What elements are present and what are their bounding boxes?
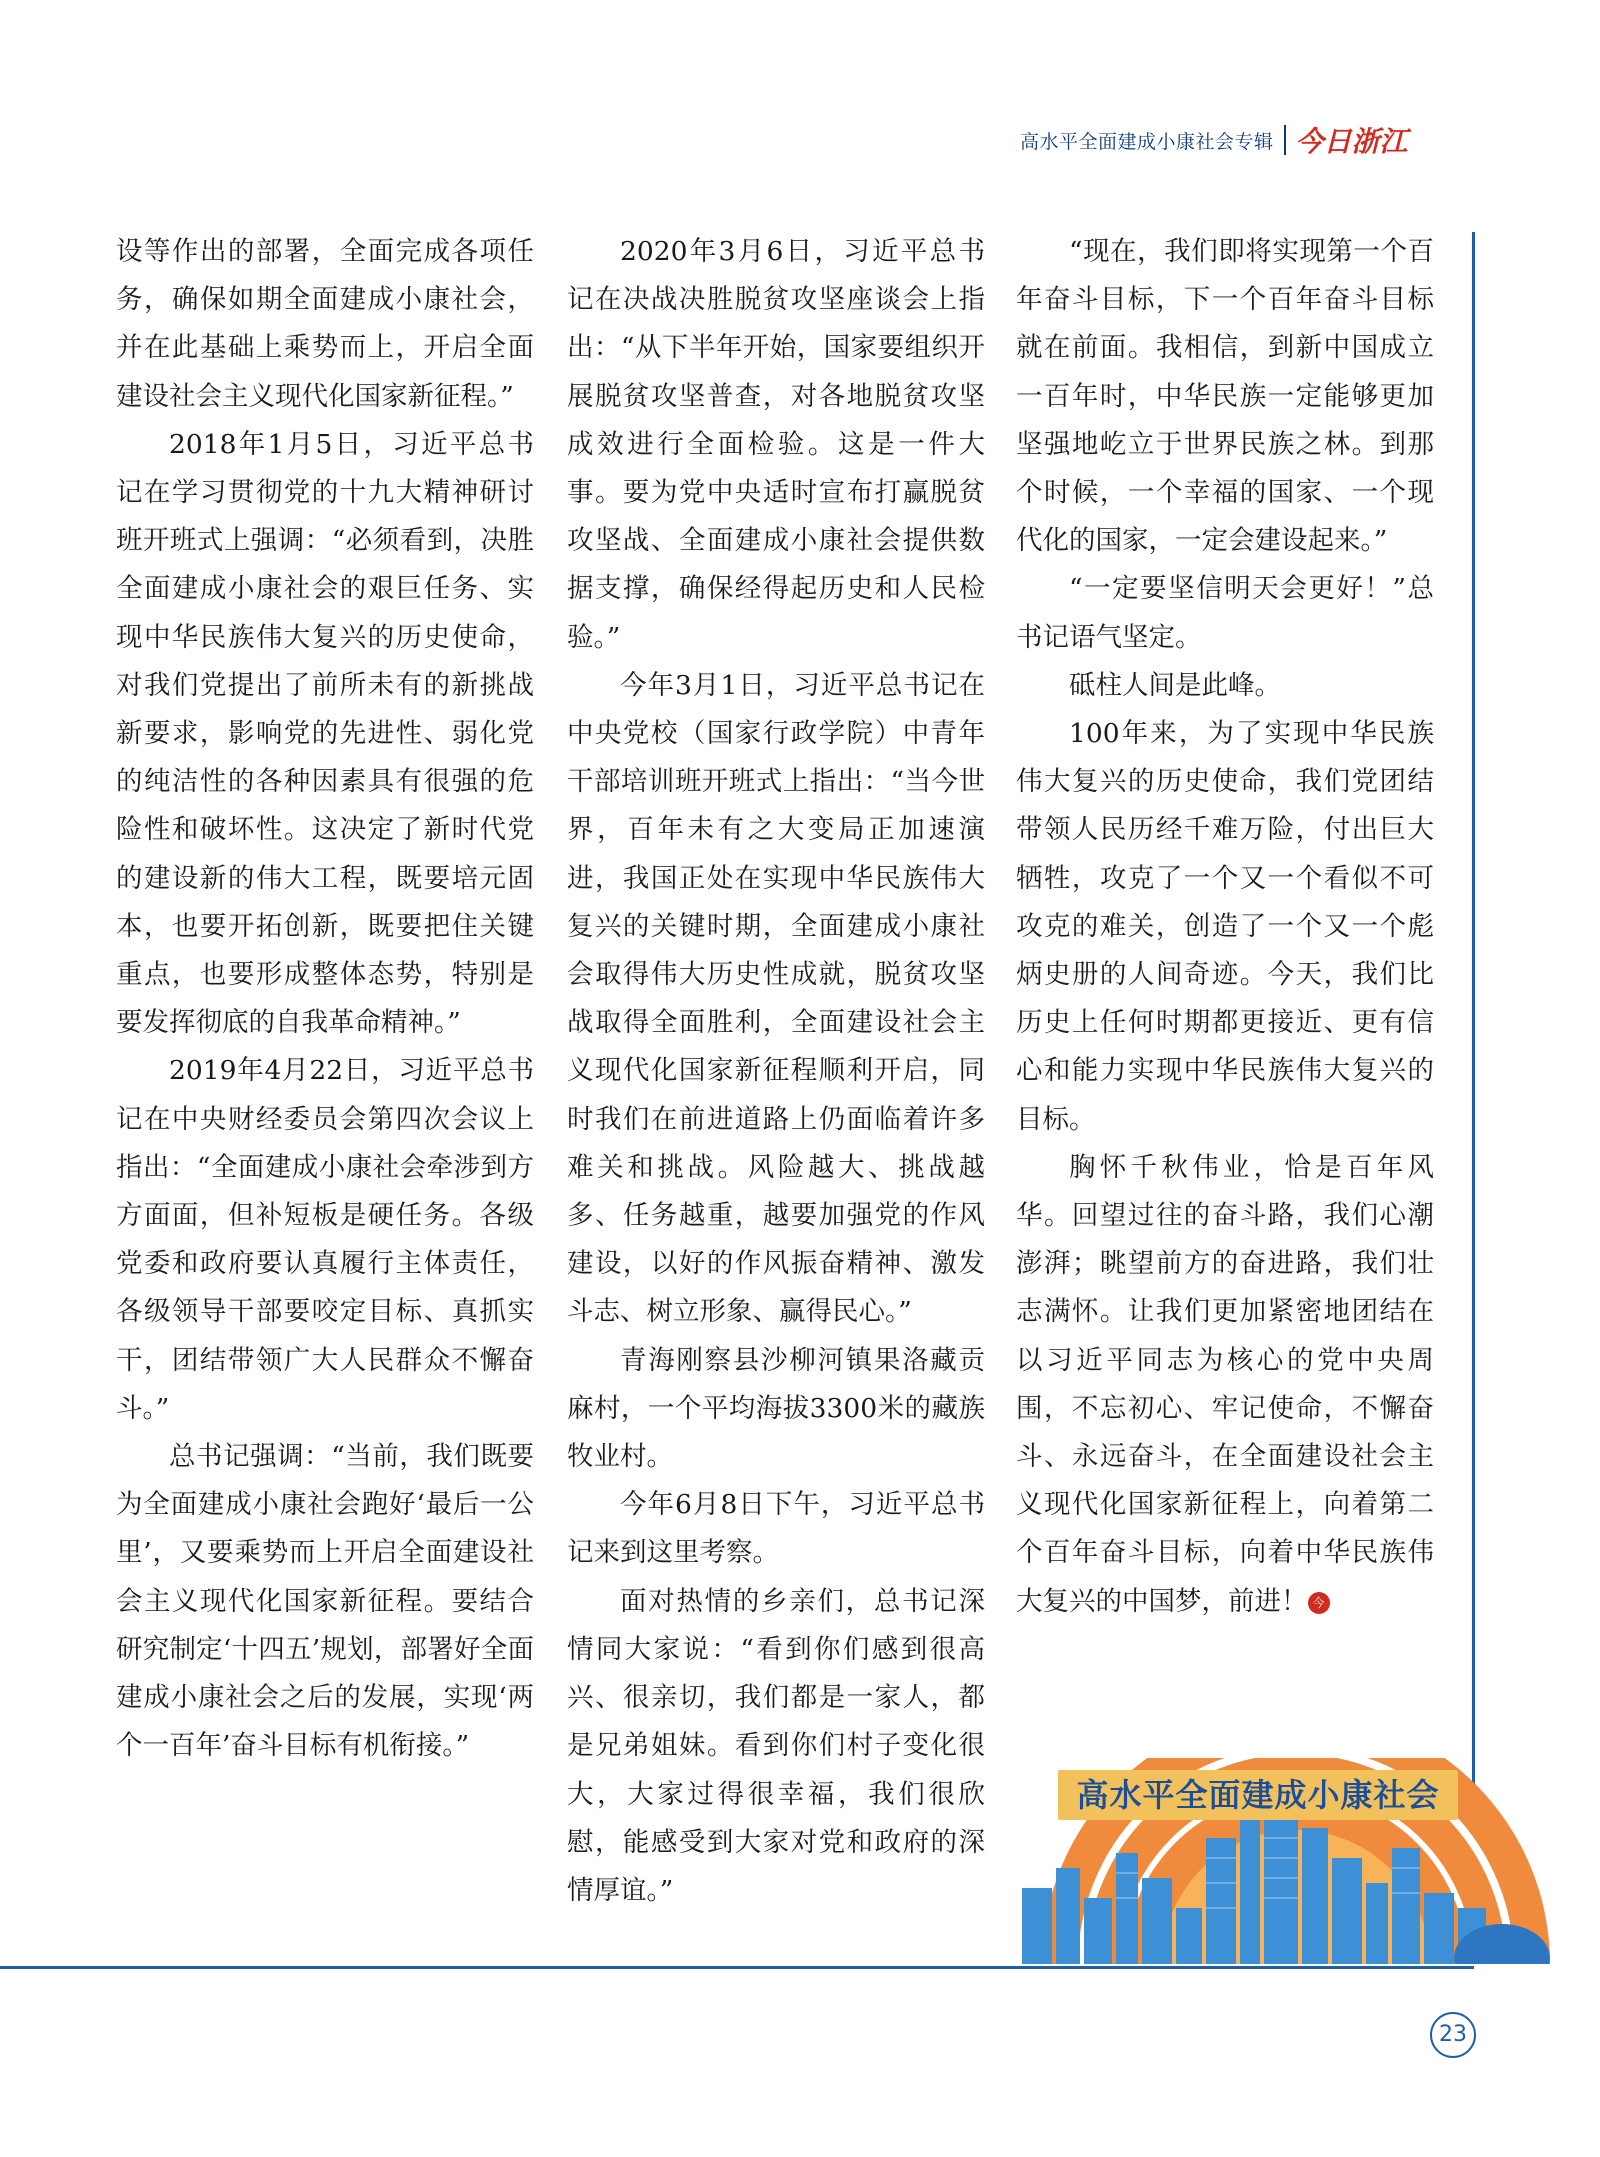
building [1142,1878,1172,1964]
banner-title: 高水平全面建成小康社会 [1058,1770,1458,1820]
building [1392,1848,1420,1964]
paragraph: 2019年4月22日，习近平总书记在中央财经委员会第四次会议上指出：“全面建成小康社会牵涉到方方面面，但补短板是硬任务。各级党委和政府要认真履行主体责任，各级领导干部要咬定目标、真抓实干，团结带领广大人民群众不懈奋斗。” [116,1055,534,1424]
paragraph: 总书记强调：“当前，我们既要为全面建成小康社会跑好‘最后一公里’，又要乘势而上开启全面建设社会主义现代化国家新征程。要结合研究制定‘十四五’规划，部署好全面建成小康社会之后的发展，实现‘两个一百年’奋斗目标有机衔接。” [116,1441,534,1762]
building [1424,1893,1454,1964]
building [1116,1853,1138,1964]
building [1176,1908,1202,1964]
building [1056,1868,1080,1964]
article-column-3 [1016,228,1434,1626]
closing-paragraph [1016,1144,1434,1626]
building [1206,1838,1236,1964]
page-number: 23 [1430,2012,1476,2058]
building [1332,1858,1362,1964]
paragraph: 设等作出的部署，全面完成各项任务，确保如期全面建成小康社会，并在此基础上乘势而上，开启全面建设社会主义现代化国家新征程。” [116,236,534,412]
paragraph: 青海刚察县沙柳河镇果洛藏贡麻村，一个平均海拔3300米的藏族牧业村。 [567,1344,985,1473]
building [1264,1798,1298,1964]
building [1084,1898,1112,1964]
paragraph: 2018年1月5日，习近平总书记在学习贯彻党的十九大精神研讨班开班式上强调：“必须看到，决胜全面建成小康社会的艰巨任务、实现中华民族伟大复兴的历史使命，对我们党提出了前所未有的新挑战新要求，影响党的先进性、弱化党的纯洁性的各种因素具有很强的危险性和破坏性。这决定了新时代党的建设新的伟大工程，既要培元固本，也要开拓创新，既要把住关键重点，也要形成整体态势，特别是要发挥彻底的自我革命精神。” [116,428,534,1039]
paragraph-text: 胸怀千秋伟业，恰是百年风华。回望过往的奋斗路，我们心潮澎湃；眺望前方的奋进路，我们壮志满怀。让我们更加紧密地团结在以习近平同志为核心的党中央周围，不忘初心、牢记使命，不懈奋斗、永远奋斗，在全面建设社会主义现代化国家新征程上，向着第二个百年奋斗目标，向着中华民族伟大复兴的中国梦，前进！ [1016,1151,1434,1617]
header-divider [1284,125,1286,155]
column-rule-horizontal [0,1966,1474,1969]
article-column-2 [567,228,985,1915]
section-title: 高水平全面建成小康社会专辑 [1020,130,1274,153]
paragraph: 今年6月8日下午，习近平总书记来到这里考察。 [567,1489,985,1569]
paragraph: 100年来，为了实现中华民族伟大复兴的历史使命，我们党团结带领人民历经千难万险，付出巨大牺牲，攻克了一个又一个看似不可攻克的难关，创造了一个又一个彪炳史册的人间奇迹。今天，我们比历史上任何时期都更接近、更有信心和能力实现中华民族伟大复兴的目标。 [1016,718,1434,1135]
article-column-1 [116,228,534,1771]
paragraph: 砥柱人间是此峰。 [1069,669,1281,701]
building [1302,1828,1328,1964]
building [1366,1883,1388,1964]
paragraph: “现在，我们即将实现第一个百年奋斗目标，下一个百年奋斗目标就在前面。我相信，到新中国成立一百年时，中华民族一定能够更加坚强地屹立于世界民族之林。到那个时候，一个幸福的国家、一个现代化的国家，一定会建设起来。” [1016,236,1434,557]
end-mark-icon: 今 [1308,1592,1330,1614]
paragraph: 2020年3月6日，习近平总书记在决战决胜脱贫攻坚座谈会上指出：“从下半年开始，国家要组织开展脱贫攻坚普查，对各地脱贫攻坚成效进行全面检验。这是一件大事。要为党中央适时宣布打赢脱贫攻坚战、全面建成小康社会提供数据支撑，确保经得起历史和人民检验。” [567,236,985,653]
paragraph: 今年3月1日，习近平总书记在中央党校（国家行政学院）中青年干部培训班开班式上指出：“当今世界，百年未有之大变局正加速演进，我国正处在实现中华民族伟大复兴的关键时期，全面建成小康社会取得伟大历史性成就，脱贫攻坚战取得全面胜利，全面建设社会主义现代化国家新征程顺利开启，同时我们在前进道路上仍面临着许多难关和挑战。风险越大、挑战越多、任务越重，越要加强党的作风建设，以好的作风振奋精神、激发斗志、树立形象、赢得民心。” [567,669,985,1328]
building [1240,1818,1260,1964]
magazine-logo: 今日浙江 [1295,125,1408,158]
paragraph: “一定要坚信明天会更好！”总书记语气坚定。 [1016,573,1434,653]
column-rule-vertical [1472,232,1475,1784]
paragraph: 面对热情的乡亲们，总书记深情同大家说：“看到你们感到很高兴、很亲切，我们都是一家人，都是兄弟姐妹。看到你们村子变化很大，大家过得很幸福，我们很欣慰，能感受到大家对党和政府的深情厚谊。” [567,1585,985,1906]
building [1022,1888,1052,1964]
page-header [1020,118,1408,162]
